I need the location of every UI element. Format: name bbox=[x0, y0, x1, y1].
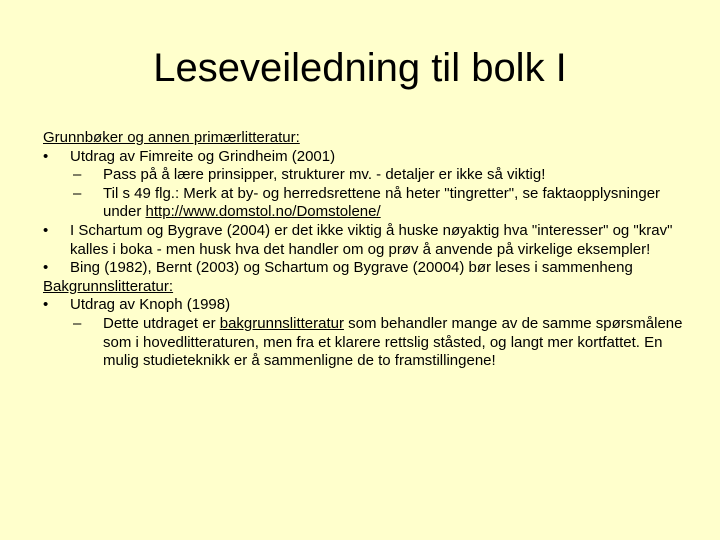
bullet-item bbox=[43, 148, 683, 167]
bullet-icon: • bbox=[43, 221, 49, 239]
bullet-text: Utdrag av Knoph (1998) bbox=[70, 296, 231, 314]
underlined-term: bakgrunnslitteratur bbox=[219, 314, 344, 332]
dash-icon: – bbox=[73, 314, 82, 332]
bullet-icon: • bbox=[43, 259, 49, 277]
slide-title: Leseveiledning til bolk I bbox=[153, 46, 567, 90]
bullet-text: Utdrag av Fimreite og Grindheim (2001) bbox=[70, 147, 336, 165]
sub-bullet-text-pre: Dette utdraget er bbox=[103, 314, 220, 332]
dash-icon: – bbox=[73, 184, 82, 202]
bullet-item bbox=[43, 296, 683, 315]
slide-body bbox=[43, 129, 683, 371]
bullet-icon: • bbox=[43, 296, 49, 314]
bullet-icon: • bbox=[43, 147, 49, 165]
sub-bullet-item bbox=[43, 185, 683, 222]
bullet-item bbox=[43, 259, 683, 278]
sub-bullet-text: Til s 49 flg.: Merk at by- og herredsrettene nå heter "tingretter", se faktaopplysninger under bbox=[103, 184, 661, 221]
sub-bullet-text-post: som behandler mange av de samme spørsmålene som i hovedlitteraturen, men fra et klarere rettslig ståsted, og langt mer kortfattet. En mulig studieteknikk er å sammenligne de to framstillingene! bbox=[103, 314, 683, 370]
sub-bullet-item bbox=[43, 166, 683, 185]
domstol-link[interactable]: http://www.domstol.no/Domstolene/ bbox=[145, 203, 381, 221]
sub-bullet-item bbox=[43, 315, 683, 371]
bullet-text: I Schartum og Bygrave (2004) er det ikke viktig å huske nøyaktig hva "interesser" og "krav" kalles i boka - men husk hva det handler om og prøv å anvende på virkelige eksempler! bbox=[70, 221, 673, 258]
section-heading-background-literature: Bakgrunnslitteratur: bbox=[43, 277, 174, 295]
bullet-text: Bing (1982), Bernt (2003) og Schartum og Bygrave (20004) bør leses i sammenheng bbox=[70, 259, 633, 277]
bullet-item bbox=[43, 222, 683, 259]
sub-bullet-text: Pass på å lære prinsipper, strukturer mv. - detaljer er ikke så viktig! bbox=[103, 166, 546, 184]
dash-icon: – bbox=[73, 166, 82, 184]
section-heading-primary-literature: Grunnbøker og annen primærlitteratur: bbox=[43, 129, 300, 146]
